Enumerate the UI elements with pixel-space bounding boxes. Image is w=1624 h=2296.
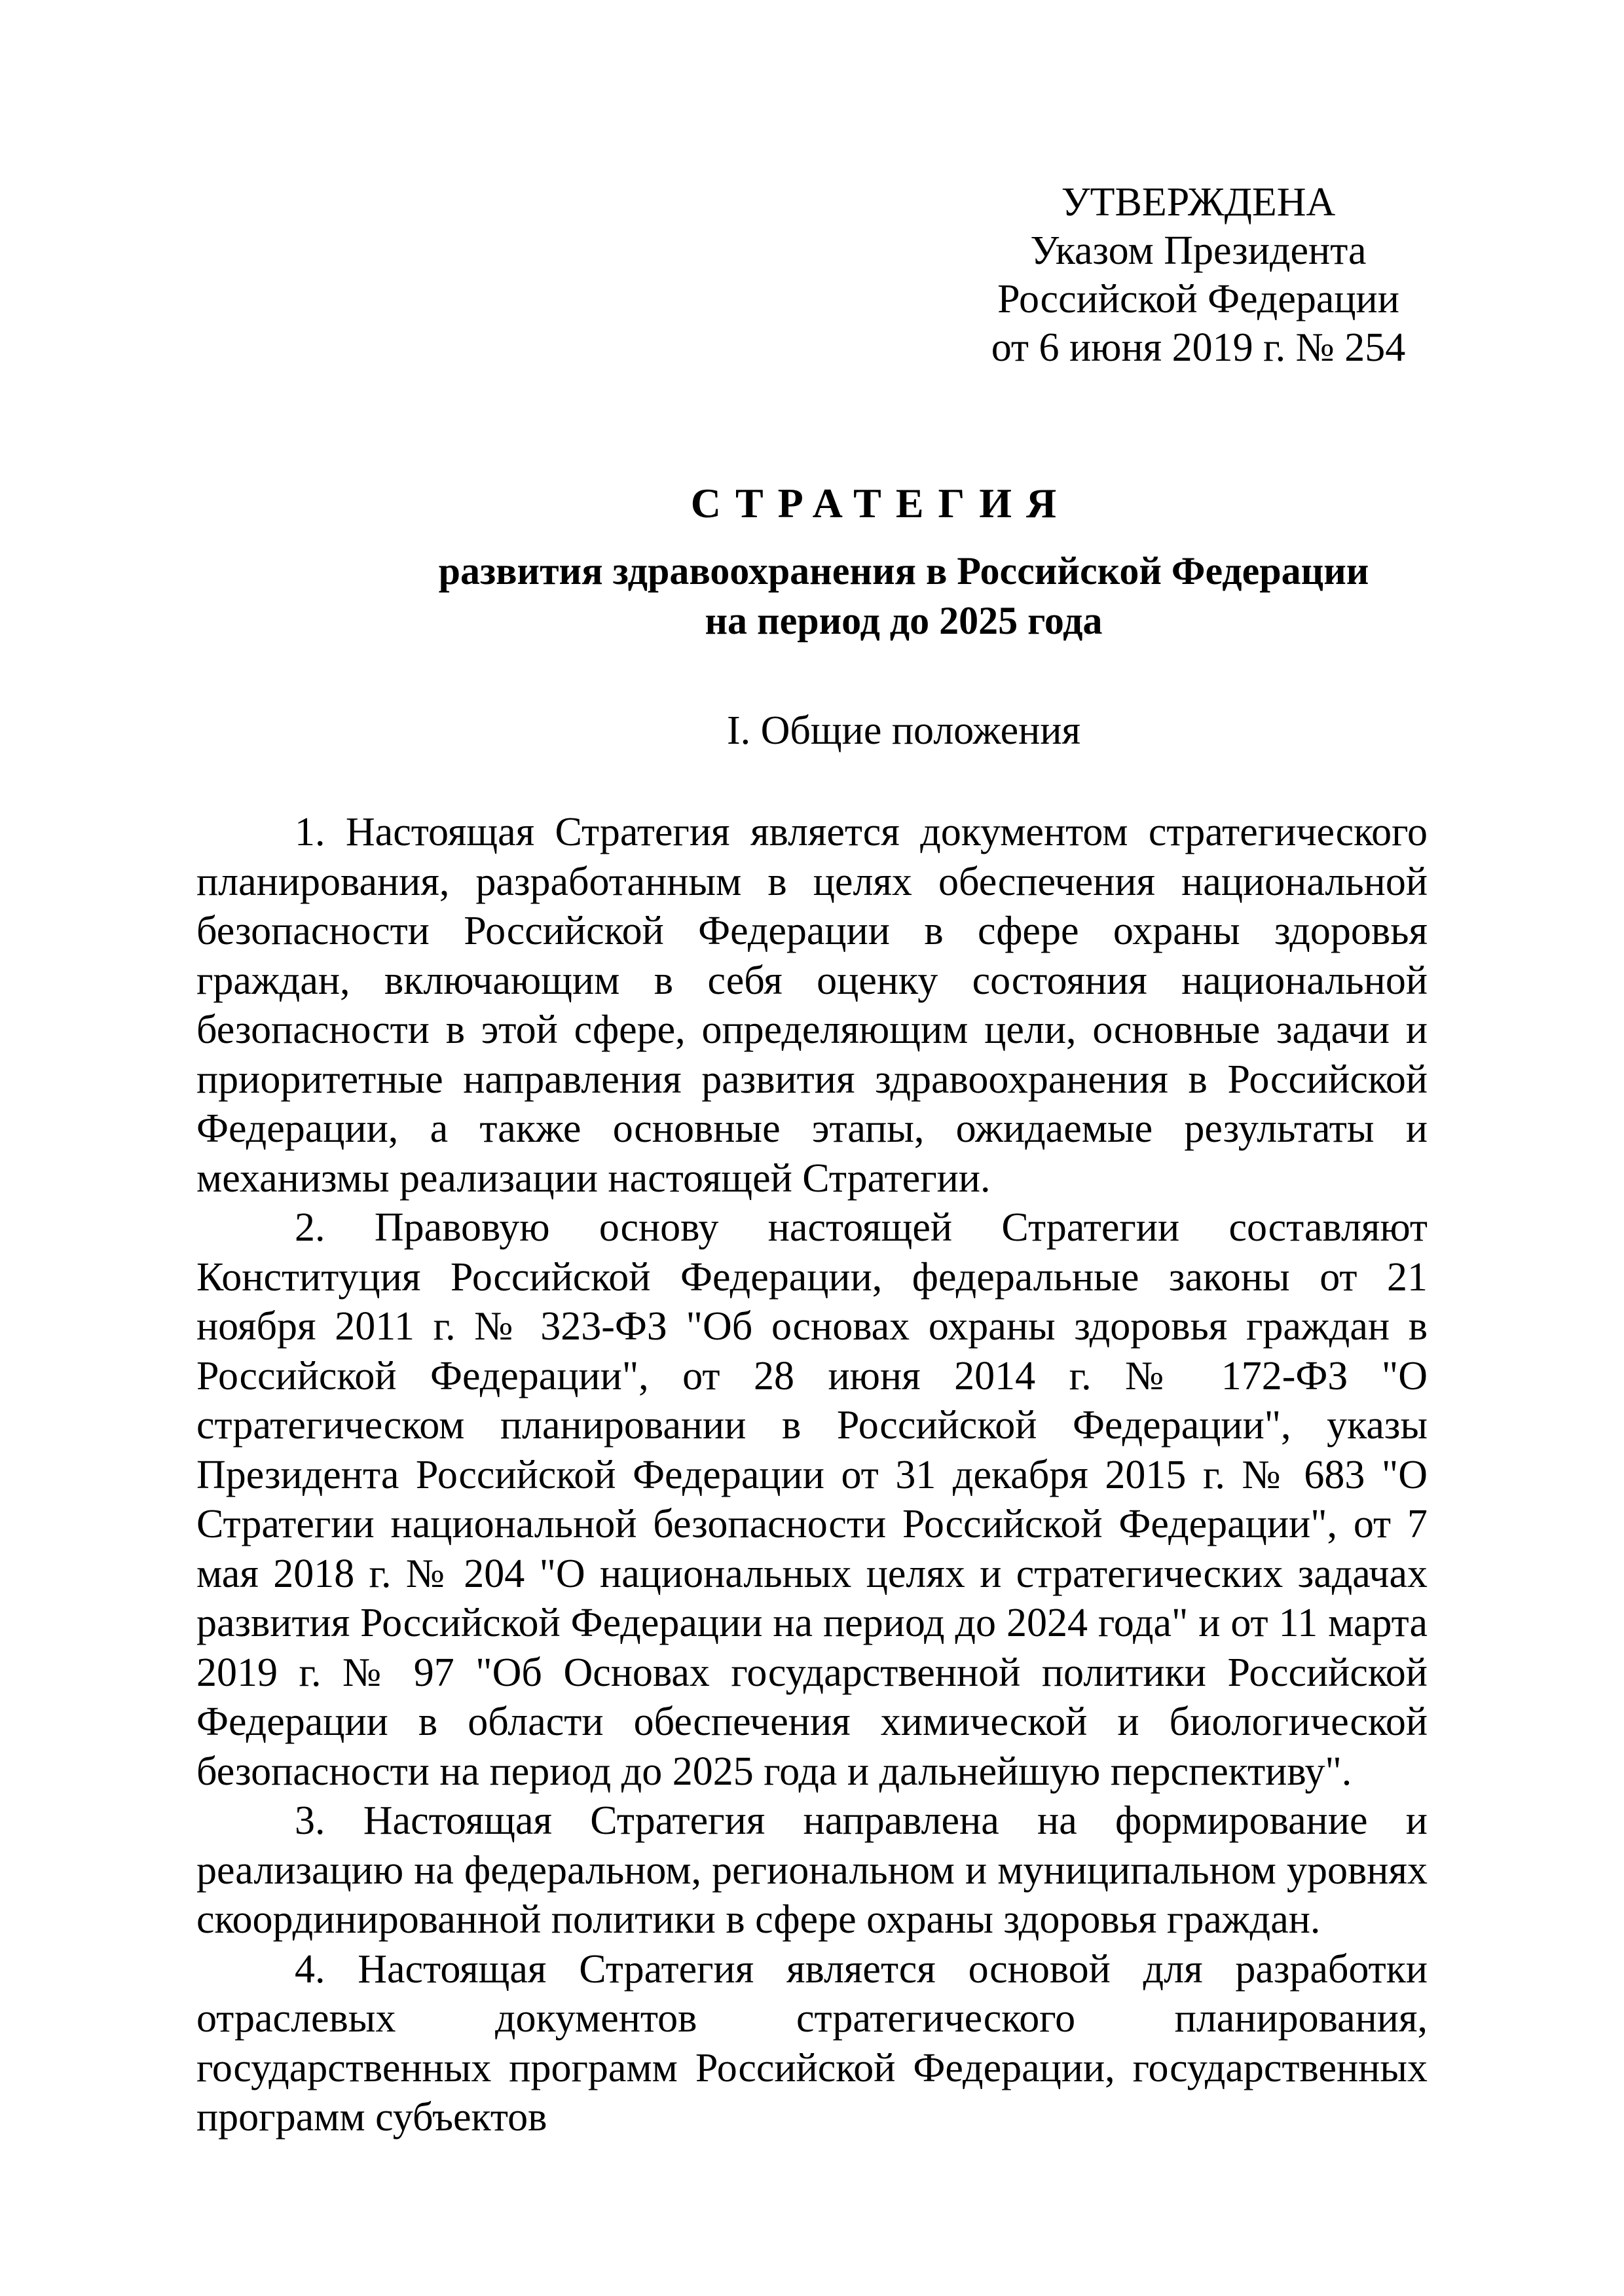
approval-stamp-block [910,178,1486,372]
body-text [196,808,1428,2143]
document-title: СТРАТЕГИЯ [690,480,1071,526]
paragraph-1: 1. Настоящая Стратегия является документом стратегического планирования, разработанным в целях обеспечения национальной безопасности Российской Федерации в сфере охраны здоровья граждан, включающим в себя оценку состояния национальной безопасности в этой сфере, определяющим цели, основные задачи и приоритетные направления развития здравоохранения в Российской Федерации, а также основные этапы, ожидаемые результаты и механизмы реализации настоящей Стратегии. [196,810,1428,1201]
approval-date-number: от 6 июня 2019 г. № 254 [991,325,1406,370]
approval-country: Российской Федерации [997,277,1399,321]
subtitle-line-1: развития здравоохранения в Российской Федерации [438,549,1369,592]
approval-status: УТВЕРЖДЕНА [1061,180,1336,225]
paragraph-2: 2. Правовую основу настоящей Стратегии составляют Конституция Российской Федерации, федеральные законы от 21 ноября 2011 г. № 323-ФЗ "Об основах охраны здоровья граждан в Российской Федерации", от 28 июня 2014 г. № 172-ФЗ "О стратегическом планировании в Российской Федерации", указы Президента Российской Федерации от 31 декабря 2015 г. № 683 "О Стратегии национальной безопасности Российской Федерации", от 7 мая 2018 г. № 204 "О национальных целях и стратегических задачах развития Российской Федерации на период до 2024 года" и от 11 марта 2019 г. № 97 "Об Основах государственной политики Российской Федерации в области обеспечения химической и биологической безопасности на период до 2025 года и дальнейшую перспективу". [196,1205,1428,1794]
approval-decree: Указом Президента [1030,228,1367,273]
document-subtitle [196,546,1611,646]
subtitle-line-2: на период до 2025 года [705,599,1103,642]
section-heading: I. Общие положения [726,708,1081,753]
paragraph-4: 4. Настоящая Стратегия является основой для разработки отраслевых документов стратегического планирования, государственных программ Российской Федерации, государственных программ субъектов [196,1946,1428,2140]
paragraph-3: 3. Настоящая Стратегия направлена на формирование и реализацию на федеральном, региональном и муниципальном уровнях скоординированной политики в сфере охраны здоровья граждан. [196,1798,1428,1942]
